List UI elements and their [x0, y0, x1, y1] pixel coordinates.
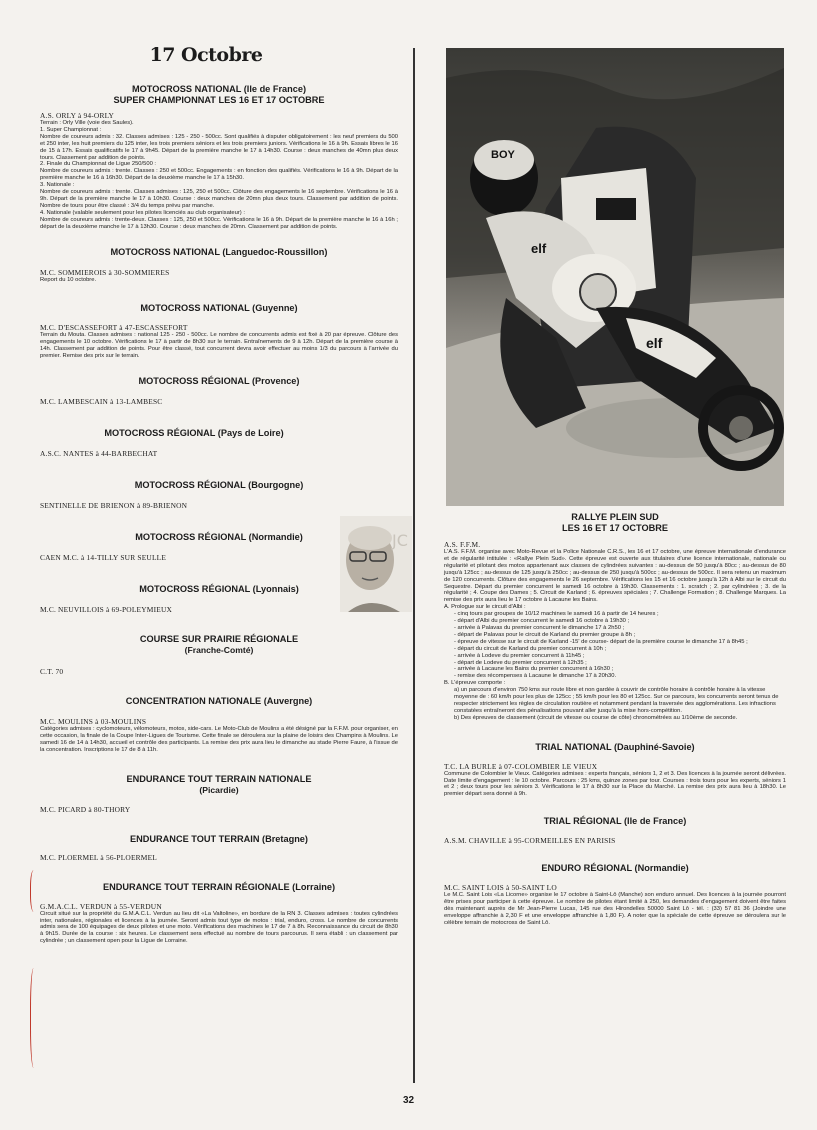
section-trial-ile-de-france [444, 816, 786, 845]
section-heading: COURSE SUR PRAIRIE RÉGIONALE [139, 634, 299, 645]
helmet-lettering: BOY [491, 149, 515, 161]
section-body: Le M.C. Saint Lois «La Licorne» organise le 17 octobre à Saint-Lô (Manche) son enduro annuel. Des licences à la journée pourront être prises pour participer à cette épreuve. Le nombre de pilotes étant limité à 250, les demandes d'engagement doivent être faites dès maintenant auprès de Mr Jean-Pierre Lucas, 145 rue des Hirondelles 50000 Saint Lô - tél. : (33) 57 81 36 (Joindre une enveloppe affranchie à 2,30 F et une enveloppe affranchie à 1,80 F). A noter que la spéciale de cette épreuve se déroulera sur le célèbre terrain de motocross de Saint Lô. [444, 892, 786, 926]
watermark-glyph: JC [392, 531, 408, 550]
jacket-lettering: elf [531, 241, 547, 256]
epreuve-list [444, 687, 786, 722]
club-name: M.C. SOMMIEROIS à 30-SOMMIERES [40, 267, 170, 277]
portrait-photo [340, 516, 412, 612]
epreuve-title: B. L'épreuve comporte : [444, 680, 506, 687]
page-number: 32 [402, 1095, 415, 1106]
list-item: - départ de Palavas pour le circuit de Karland du premier groupe à 8h ; [454, 631, 636, 638]
section-body: L'A.S. F.F.M. organise avec Moto-Revue et la Police Nationale C.R.S., les 16 et 17 octobre, une épreuve internationale d'endurance et de régularité intitulée : «Rallye Plein Sud». Cette épreuve est ouverte aux titulaires d'une licence internationale, nationale ou régularité et pilotant des motos appartenant aux classes de cylindrées suivantes : au-dessus de 50 jusqu'à 80cc ; au-dessus de 80 jusqu'à 125cc ; au-dessus de 125 jusqu'à 250cc ; au-dessus de 250 jusqu'à 500cc ; au-dessus de 500cc. Il sera retenu un maximum de 120 concurrents. Clôture des engagements le 26 septembre. Vérifications les 15 et 16 octobre jusqu'à 12h à Albi sur le circuit du Sequestre. Départ du premier concurrent le samedi 16 octobre à 19h30. Classements : 1. scratch ; 2. par cylindrées ; 3. de la régularité ; 4. Coupe des Dames ; 5. Circuit de Karland ; 6. épreuves spéciales ; 7. Challenge Formation ; 8. Challenge Marques. La remise des prix aura lieu le 17 octobre à Lacaune les Bains. [444, 549, 786, 604]
section-languedoc [40, 247, 398, 284]
list-item: b) Des épreuves de classement (circuit de vitesse ou course de côte) chronométrées au 1/10ème de seconde. [454, 714, 738, 721]
section-guyenne [40, 303, 398, 360]
club-name: M.C. SAINT LOIS à 50-SAINT LO [444, 883, 557, 893]
list-item: - arrivée à Palavas du premier concurrent le dimanche 17 à 2h50 ; [454, 624, 625, 631]
club-name: A.S. ORLY à 94-ORLY [40, 111, 115, 120]
section-rallye-plein-sud [444, 512, 786, 722]
section-heading: TRIAL NATIONAL (Dauphiné-Savoie) [535, 741, 695, 752]
section-heading: TRIAL RÉGIONAL (Ile de France) [543, 816, 687, 827]
man-portrait-illustration [340, 516, 412, 612]
section-body: Circuit situé sur la propriété du G.M.A.C.L. Verdun au lieu dit «La Valtoline», en bordure de la RN 3. Classes admises : toutes cylindrées inter, nationales, régionales et licences à la journée. Seront admis tout type de motos : trial, enduro, cross. Le nombre de concurrents admis sera de 100 équipages de deux pilotes et une moto. Vérifications des machines le 17 de 7 à 8h. Reconnaissance du circuit de 8h30 à 9h15. Durée de la course : six heures. Le classement sera effectué au nombre de tours parcourus. Il sera établi : un classement par cylindrée ; un classement open pour la Ligue de Lorraine. [40, 910, 398, 945]
section-picardie [40, 774, 398, 814]
club-name: CAEN M.C. à 14-TILLY SUR SEULLE [40, 553, 167, 563]
club-name: M.C. D'ESCASSEFORT à 47-ESCASSEFORT [40, 323, 188, 333]
section-pays-de-loire [40, 428, 398, 458]
section-body: Terrain : Orly Ville (voie des Saules). 1. Super Championnat : Nombre de coureurs admis : 32. Classes admises : 125 - 250 - 500cc. Sont qualifiés à disputer obligatoirement : les neuf premiers du 500 et 250 inter, les huit premiers du 125 inter, les trois premiers séniors et les trois premiers juniors. Vérifications le 16 à 9h. Essais libres le 16 de 15 à 17h. Essais qualificatifs le 17 à 9h45. Départ de la première manche le 17 à 14h30. Course : deux manches de 40mn plus deux tours. Classement par addition de points. 2. Finale du Championnat de Ligue 250/500 : Nombre de coureurs admis : trente. Classes : 250 et 500cc. Engagements : en fonction des qualifiés. Vérifications le 16 à 9h. Départ de la première manche le 16 à 16h30. Départ de la deuxième manche le 17 à 15h30. 3. Nationale : Nombre de coureurs admis : trente. Classes admises : 125, 250 et 500cc. Clôture des engagements le 16 septembre. Vérifications le 16 à 9h. Départ de la première manche le 17 à 10h30. Course : deux manches de 20mn plus deux tours. Classement par addition de points. Nombre de tours pour être classé : 3/4 du temps prévu par manche. 4. Nationale (valable seulement pour les pilotes licenciés au club organisateur) : Nombre de coureurs admis : trente-deux. Classes : 125, 250 et 500cc. Vérifications le 16 à 9h. Départ de la première manche le 16 à 16h ; départ de la deuxième manche le 17 à 13h30. Course : deux manches de 20mn. Classement par addition de points. [40, 120, 398, 230]
club-name: M.C. PLOERMEL à 56-PLOERMEL [40, 852, 158, 862]
section-heading: ENDURO RÉGIONAL (Normandie) [541, 863, 689, 874]
section-body: Terrain du Mouta. Classes admises : national 125 - 250 - 500cc. Le nombre de concurrents admis est fixé à 20 par épreuve. Clôture des engagements le 10 octobre. Vérifications le 17 à partir de 8h30 sur le terrain. Entraînements de 9 à 12h. Départ de la première course à 14h. Classement par addition de points. Pour être classé, tout concurrent devra avoir effectuer au moins 1/3 du parcours à l'arrivée du premier. Remise des prix sur le terrain. [40, 332, 398, 360]
margin-annotation [30, 968, 39, 1068]
section-heading: ENDURANCE TOUT TERRAIN RÉGIONALE (Lorraine) [102, 881, 336, 892]
club-name: A.S.M. CHAVILLE à 95-CORMEILLES EN PARISIS [444, 836, 616, 846]
list-item: - départ d'Albi du premier concurrent le samedi 16 octobre à 19h30 ; [454, 618, 630, 625]
section-body: Report du 10 octobre. [40, 276, 97, 283]
list-item: - arrivée à Lacaune les Bains du premier concurrent à 16h30 ; [454, 666, 614, 673]
section-subheading: SUPER CHAMPIONNAT LES 16 ET 17 OCTOBRE [113, 95, 325, 105]
section-heading: MOTOCROSS NATIONAL (Ile de France) [131, 84, 307, 94]
section-auvergne [40, 696, 398, 754]
section-bretagne [40, 834, 398, 862]
list-item: - départ de Lodeve du premier concurrent à 12h35 ; [454, 659, 587, 666]
club-name: SENTINELLE DE BRIENON à 89-BRIENON [40, 501, 188, 511]
club-name: M.C. LAMBESCAIN à 13-LAMBESC [40, 397, 163, 407]
section-heading: ENDURANCE TOUT TERRAIN NATIONALE [126, 773, 312, 784]
section-lorraine [40, 882, 398, 946]
section-bourgogne [40, 480, 398, 510]
list-item: - cinq tours par groupes de 10/12 machines le samedi 16 à partir de 14 heures ; [454, 611, 659, 618]
section-body: Commune de Colombier le Vieux. Catégories admises : experts français, séniors 1, 2 et 3. Des licences à la journée seront délivrées. Date limite d'engagement : le 10 octobre. Parcours : 25 kms, quinze zones par tour. Courses : trois tours pour les experts, séniors 1 et 2 ; deux tours pour les séniors 3. Vérifications le 17 à 8h30 sur la Place du Marché. La remise des prix aura lieu à 18h30. Le premier départ sera donné à 9h. [444, 770, 786, 798]
section-franche-comte [40, 634, 398, 676]
list-item: a) un parcours d'environ 750 kms sur route libre et non gardée à couvrir de contrôle horaire à contrôle horaire à la vitesse moyenne de : 60 km/h pour les plus de 125cc ; 55 km/h pour les 80 et 125cc. Sur ce parcours, les concurrents seront tenus de respecter strictement les règles de circulation routière et notamment pendant la traversée des agglomérations. Les infractions constatées entraîneront des pénalisations pouvant aller jusqu'à la mise hors-compétition. [454, 687, 779, 714]
section-heading: MOTOCROSS RÉGIONAL (Pays de Loire) [104, 428, 284, 439]
section-dauphine-savoie [444, 742, 786, 799]
right-column [444, 512, 786, 933]
list-item: - remise des récompenses à Lacaune le dimanche 17 à 20h30. [454, 673, 617, 680]
list-item: - épreuve de vitesse sur le circuit de Karland -15' de course- départ de la première course le dimanche 17 à 8h45 ; [454, 638, 748, 645]
section-heading: ENDURANCE TOUT TERRAIN (Bretagne) [130, 833, 308, 844]
prologue-list [444, 611, 786, 680]
club-name: M.C. NEUVILLOIS à 69-POLEYMIEUX [40, 605, 173, 615]
list-item: - départ du circuit de Karland du premier concurrent à 10h ; [454, 645, 607, 652]
section-heading: MOTOCROSS NATIONAL (Languedoc-Roussillon) [110, 246, 328, 257]
club-name: G.M.A.C.L. VERDUN à 55-VERDUN [40, 901, 162, 911]
section-enduro-normandie [444, 863, 786, 927]
section-subheading: LES 16 ET 17 OCTOBRE [561, 523, 669, 533]
prologue-title: A. Prologue sur le circuit d'Albi : [444, 604, 526, 611]
club-name: A.S. F.F.M. [444, 540, 481, 549]
motorcycle-rider-photo [446, 48, 784, 506]
column-divider [413, 48, 415, 1083]
section-heading: MOTOCROSS RÉGIONAL (Bourgogne) [134, 480, 304, 491]
margin-annotation [30, 870, 39, 912]
section-heading: MOTOCROSS RÉGIONAL (Provence) [138, 376, 300, 387]
section-subheading: (Franche-Comté) [184, 645, 254, 656]
list-item: - arrivée à Lodeve du premier concurrent à 11h45 ; [454, 652, 585, 659]
section-ile-de-france [40, 84, 398, 231]
club-name: A.S.C. NANTES à 44-BARBECHAT [40, 449, 158, 459]
section-heading: MOTOCROSS RÉGIONAL (Normandie) [135, 532, 303, 543]
club-name: M.C. PICARD à 80-THORY [40, 804, 131, 814]
section-provence [40, 376, 398, 406]
club-name: M.C. MOULINS à 03-MOULINS [40, 717, 147, 727]
fairing-lettering: elf [646, 335, 663, 351]
section-subheading: (Picardie) [199, 784, 239, 795]
section-heading: MOTOCROSS NATIONAL (Guyenne) [140, 303, 298, 314]
section-heading: RALLYE PLEIN SUD [571, 512, 659, 522]
club-name: C.T. 70 [40, 667, 64, 677]
club-name: T.C. LA BURLE à 07-COLOMBIER LE VIEUX [444, 761, 598, 771]
motorcycle-rider-illustration [446, 48, 784, 506]
section-body: Catégories admises : cyclomoteurs, vélomoteurs, motos, side-cars. Le Moto-Club de Moulins a été désigné par la F.F.M. pour organiser, en cette occasion, la finale de la Coupe Inter-Ligues de Tourisme. Cette finale se déroulera sur la plaine de loisirs des Champins à Moulins. Le samedi 16 de 14 à 14h30, accueil et contrôle des participants. La remise des prix aura lieu le dimanche au stade Pierre Faure, à l'issue de la concentration. Inscriptions le 17 de 8 à 11h. [40, 726, 398, 753]
page-title: 17 Octobre [149, 44, 263, 66]
section-heading: CONCENTRATION NATIONALE (Auvergne) [125, 696, 313, 707]
section-heading: MOTOCROSS RÉGIONAL (Lyonnais) [139, 584, 299, 595]
